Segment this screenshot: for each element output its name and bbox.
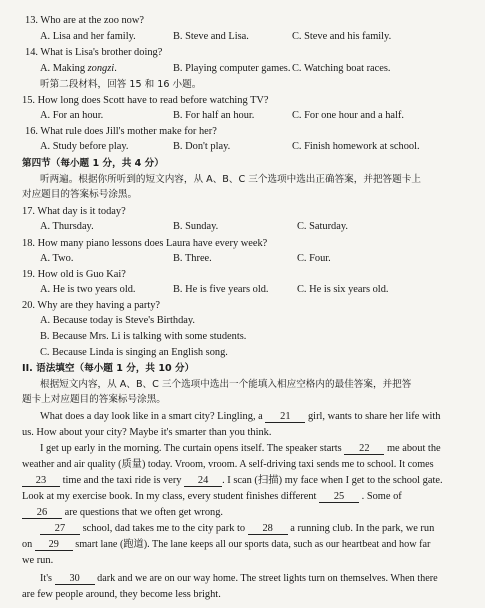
blank-27[interactable]: 27 — [40, 523, 80, 535]
section-2-instruction-2: 题卡上对应题目的答案标号涂黑。 — [22, 394, 166, 405]
q14-option-a: A. Making zongzi. — [40, 63, 117, 74]
question-20: 20. Why are they having a party? — [22, 300, 161, 311]
passage-line-10: we run. — [22, 555, 54, 566]
passage-line-5: 23 time and the taxi ride is very 24 . I scan (扫描) my face when I get to the school gate. — [22, 474, 443, 487]
q20-option-b: B. Because Mrs. Li is talking with some students. — [40, 331, 247, 342]
blank-29[interactable]: 29 — [35, 539, 73, 551]
passage-line-4: weather and air quality (质量) today. Vroom, vroom. A self-driving taxi sends me to school. It comes — [22, 459, 434, 470]
q13-option-b: B. Steve and Lisa. — [173, 31, 249, 42]
section-4-instruction-2: 对应题目的答案标号涂黑。 — [22, 189, 138, 200]
q13-option-c: C. Steve and his family. — [292, 31, 392, 42]
passage-line-2: us. How about your city? Maybe it's smarter than you think. — [22, 427, 272, 438]
q19-option-b: B. He is five years old. — [173, 284, 269, 295]
blank-25[interactable]: 25 — [319, 491, 359, 503]
q13-option-a: A. Lisa and her family. — [40, 31, 136, 42]
q16-option-c: C. Finish homework at school. — [292, 141, 420, 152]
blank-28[interactable]: 28 — [248, 523, 288, 535]
blank-26[interactable]: 26 — [22, 507, 62, 519]
question-19: 19. How old is Guo Kai? — [22, 269, 126, 280]
q18-option-c: C. Four. — [297, 253, 331, 264]
passage-line-8: 27 school, dad takes me to the city park to 28 a running club. In the park, we run — [40, 522, 434, 535]
q19-option-c: C. He is six years old. — [297, 284, 389, 295]
q15-option-c: C. For one hour and a half. — [292, 110, 404, 121]
passage-line-1: What does a day look like in a smart city? Lingling, a 21 girl, wants to share her life with — [40, 411, 441, 422]
blank-23[interactable]: 23 — [22, 475, 60, 487]
q17-option-c: C. Saturday. — [297, 221, 348, 232]
question-16: 16. What rule does Jill's mother make for her? — [25, 126, 217, 137]
question-17: 17. What day is it today? — [22, 206, 126, 217]
question-14: 14. What is Lisa's brother doing? — [25, 47, 163, 58]
question-18: 18. How many piano lessons does Laura have every week? — [22, 238, 268, 249]
q15-option-b: B. For half an hour. — [173, 110, 255, 121]
section-2-instruction-1: 根据短文内容，从 A、B、C 三个选项中选出一个能填入相应空格内的最佳答案，并把答 — [40, 379, 412, 390]
passage-line-11: It's 30 dark and we are on our way home. The street lights turn on themselves. When there — [40, 573, 438, 584]
q15-option-a: A. For an hour. — [40, 110, 104, 121]
blank-21[interactable]: 21 — [265, 411, 305, 423]
q18-option-a: A. Two. — [40, 253, 74, 264]
section-4-title: 第四节（每小题 1 分，共 4 分） — [22, 158, 164, 169]
q16-option-a: A. Study before play. — [40, 141, 129, 152]
q18-option-b: B. Three. — [173, 253, 212, 264]
q20-option-c: C. Because Linda is singing an English song. — [40, 347, 228, 358]
passage-line-12: are few people around, they become less bright. — [22, 589, 221, 600]
q14-option-b: B. Playing computer games. — [173, 63, 291, 74]
blank-30[interactable]: 30 — [55, 573, 95, 585]
passage-line-9: on 29 smart lane (跑道). The lane keeps all our sports data, such as our heartbeat and how far — [22, 539, 431, 550]
listen-instruction-2: 听第二段材料，回答 15 和 16 小题。 — [40, 79, 202, 90]
question-13: 13. Who are at the zoo now? — [25, 15, 144, 26]
passage-line-7: 26 are questions that we often get wrong. — [22, 506, 223, 519]
section-2-title: II. 语法填空（每小题 1 分，共 10 分） — [22, 363, 195, 374]
blank-22[interactable]: 22 — [344, 443, 384, 455]
q20-option-a: A. Because today is Steve's Birthday. — [40, 315, 196, 326]
q19-option-a: A. He is two years old. — [40, 284, 136, 295]
passage-line-6: Look at my exercise book. In my class, every student finishes different 25 . Some of — [22, 491, 402, 502]
section-4-instruction-1: 听两遍。根据你所听到的短文内容，从 A、B、C 三个选项中选出正确答案，并把答题卡上 — [40, 174, 421, 185]
blank-24[interactable]: 24 — [184, 475, 222, 487]
q17-option-a: A. Thursday. — [40, 221, 94, 232]
passage-line-3: I get up early in the morning. The curtain opens itself. The speaker starts 22 me about the — [40, 443, 441, 454]
q16-option-b: B. Don't play. — [173, 141, 231, 152]
q17-option-b: B. Sunday. — [173, 221, 219, 232]
question-15: 15. How long does Scott have to read before watching TV? — [22, 95, 269, 106]
q14-option-c: C. Watching boat races. — [292, 63, 391, 74]
